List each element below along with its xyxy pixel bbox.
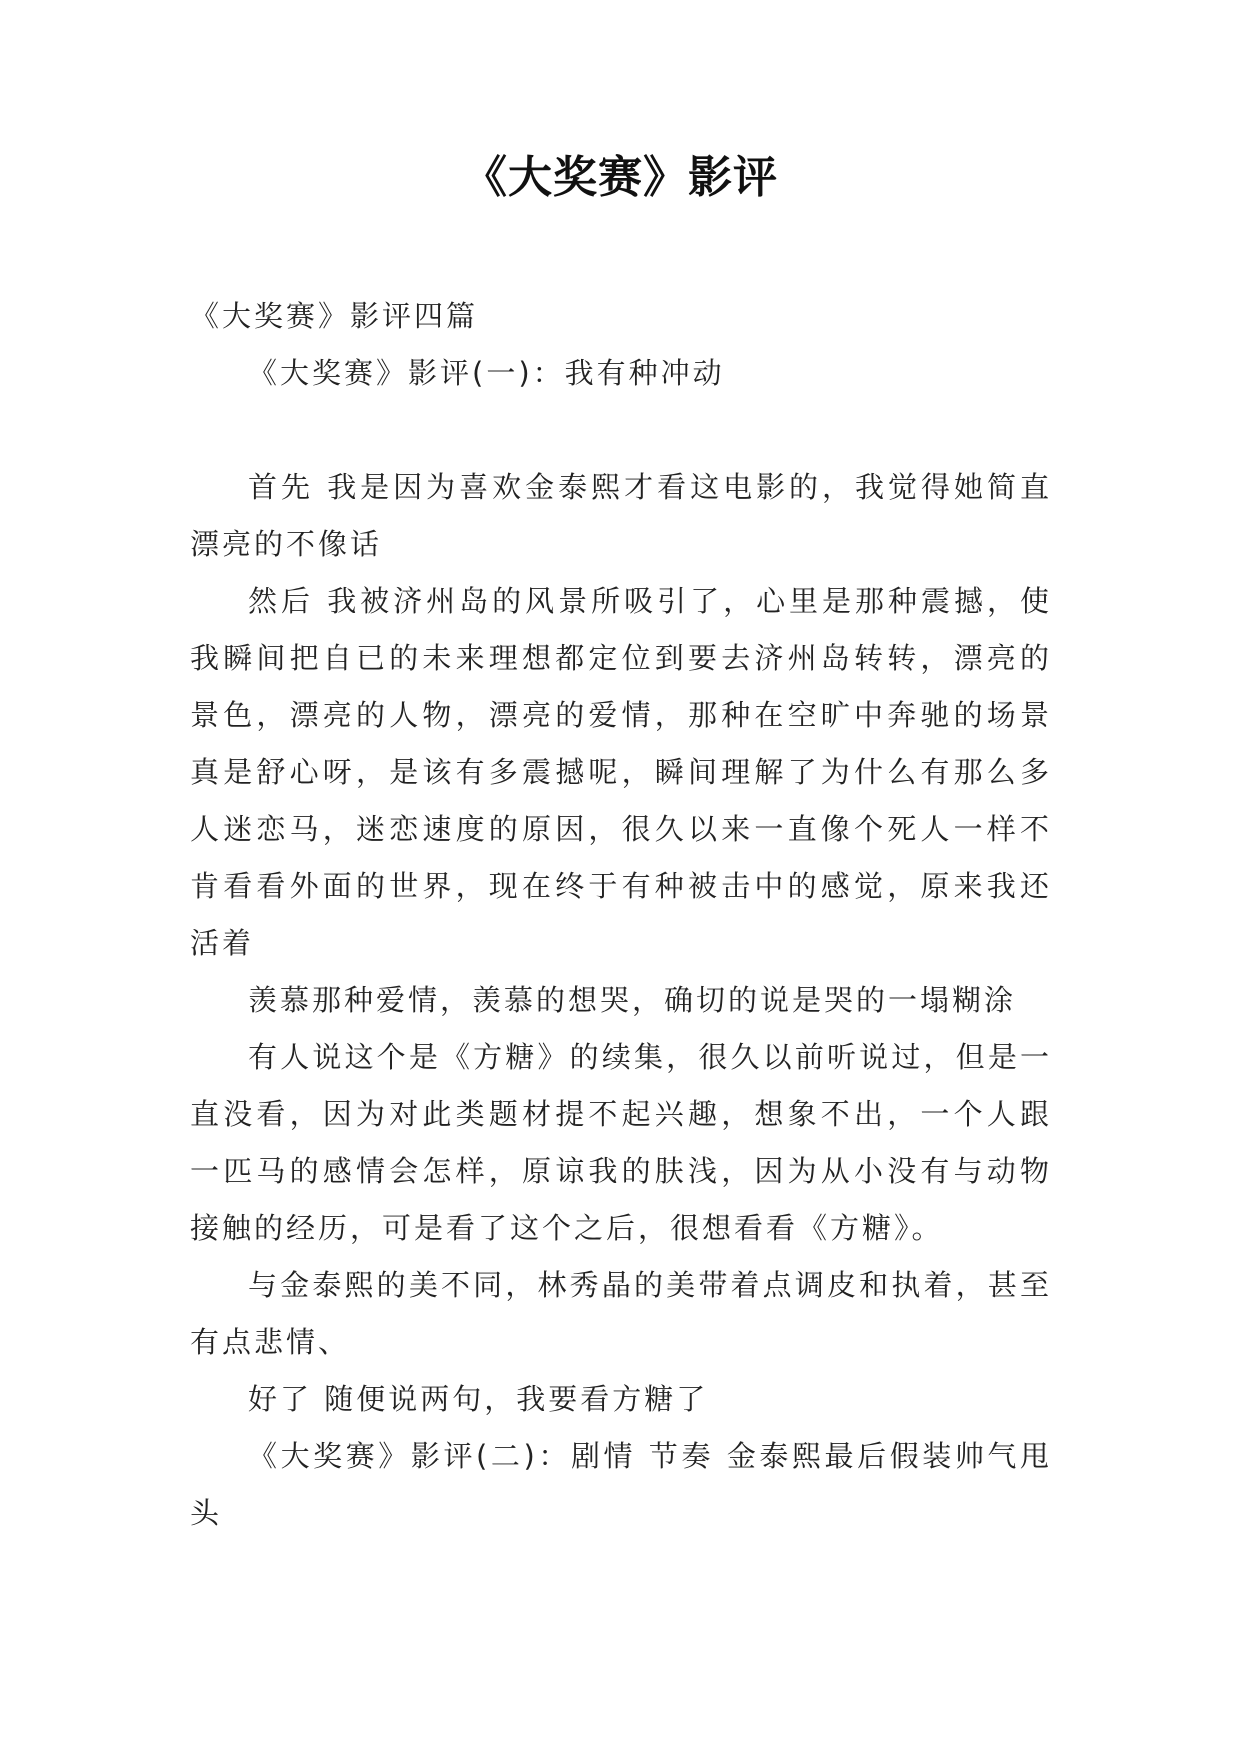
document-body	[190, 288, 1052, 1542]
paragraph-then: 然后 我被济州岛的风景所吸引了，心里是那种震撼，使我瞬间把自已的未来理想都定位到要去济州岛转转，漂亮的景色，漂亮的人物，漂亮的爱情，那种在空旷中奔驰的场景真是舒心呀，是该有多震撼呢，瞬间理解了为什么有那么多人迷恋马，迷恋速度的原因，很久以来一直像个死人一样不肯看看外面的世界，现在终于有种被击中的感觉，原来我还活着	[190, 584, 1052, 960]
document-title: 《大奖赛》影评	[463, 152, 778, 203]
review-two-heading: 《大奖赛》影评(二)：剧情 节奏 金泰熙最后假装帅气甩头	[190, 1439, 1052, 1530]
paragraph-beauty: 与金泰熙的美不同，林秀晶的美带着点调皮和执着，甚至有点悲情、	[190, 1268, 1052, 1359]
review-one-heading: 《大奖赛》影评(一)：我有种冲动	[248, 356, 725, 390]
section-heading-overview: 《大奖赛》影评四篇	[190, 299, 479, 333]
paragraph-sequel: 有人说这个是《方糖》的续集，很久以前听说过，但是一直没看，因为对此类题材提不起兴趣，想象不出，一个人跟一匹马的感情会怎样，原谅我的肤浅，因为从小没有与动物接触的经历，可是看了这个之后，很想看看《方糖》。	[190, 1040, 1052, 1245]
paragraph-envy: 羡慕那种爱情，羡慕的想哭，确切的说是哭的一塌糊涂	[248, 983, 1017, 1017]
paragraph-first: 首先 我是因为喜欢金泰熙才看这电影的，我觉得她简直漂亮的不像话	[190, 470, 1052, 561]
paragraph-closing: 好了 随便说两句，我要看方糖了	[248, 1382, 709, 1416]
